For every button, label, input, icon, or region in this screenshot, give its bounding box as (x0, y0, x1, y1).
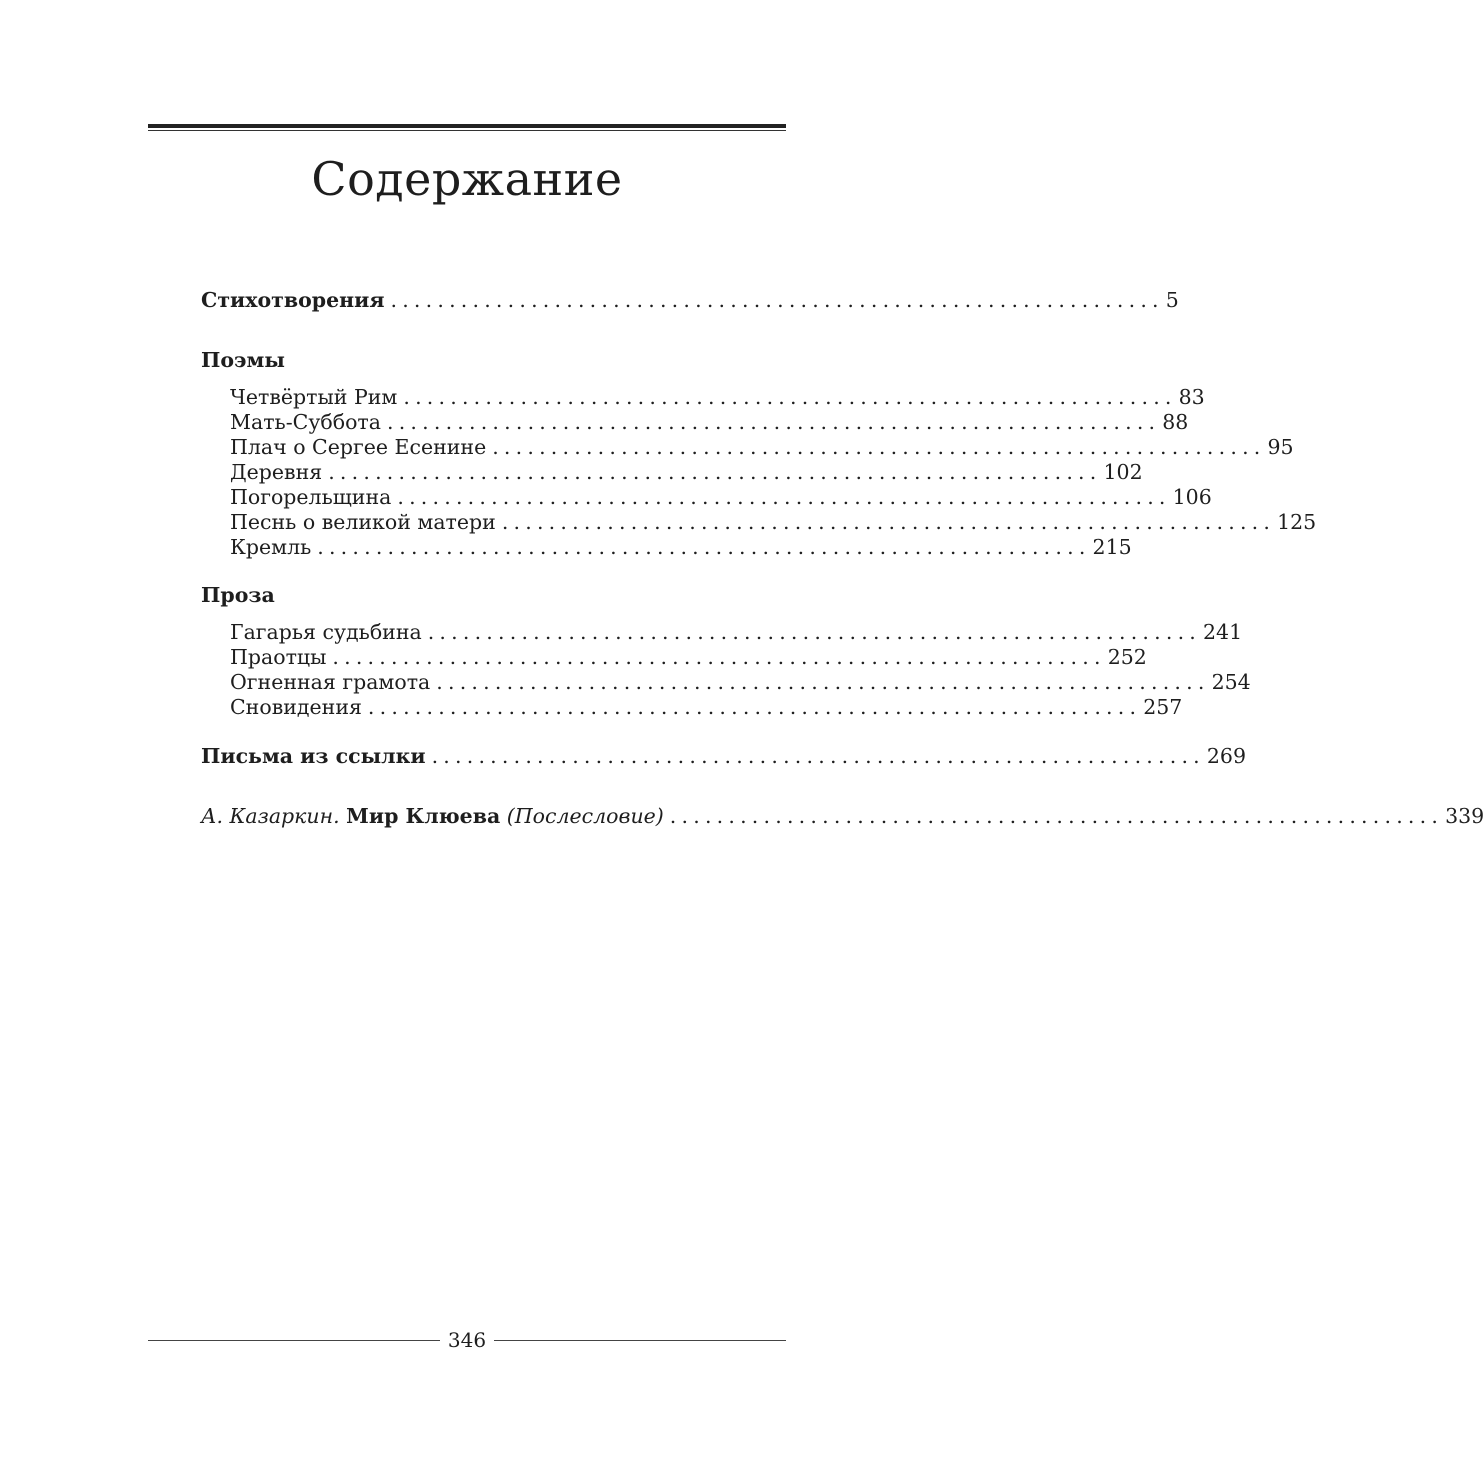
toc-entry-label: Мать-Суббота (230, 410, 381, 434)
toc-entry[interactable] (230, 409, 1189, 435)
dot-leader: .................................................................. (397, 485, 1171, 509)
toc-entry-page: 257 (1143, 695, 1183, 719)
dot-leader: .................................................................. (431, 744, 1205, 768)
header-rule-thin (148, 130, 786, 131)
toc-entry-poems[interactable] (201, 287, 1179, 313)
header-rule-thick (148, 124, 786, 128)
toc-entry-page: 215 (1092, 535, 1132, 559)
toc-entry-label: Плач о Сергее Есенине (230, 435, 487, 459)
dot-leader: .................................................................. (367, 695, 1142, 719)
dot-leader: .................................................................. (669, 804, 1444, 828)
dot-leader: .................................................................. (427, 620, 1201, 644)
afterword-note: (Послесловие) (506, 804, 664, 828)
toc-entry-page: 83 (1178, 385, 1205, 409)
toc-entry-afterword[interactable] (201, 803, 1484, 829)
dot-leader: .................................................................. (403, 385, 1177, 409)
toc-entry[interactable] (230, 459, 1143, 485)
toc-entry-label: Огненная грамота (230, 670, 431, 694)
toc-entry-page: 95 (1267, 435, 1294, 459)
dot-leader: .................................................................. (317, 535, 1091, 559)
toc-entry-page: 88 (1162, 410, 1189, 434)
dot-leader: .................................................................. (332, 645, 1106, 669)
section-heading-proza: Проза (201, 583, 275, 607)
toc-entry[interactable] (230, 434, 1294, 460)
dot-leader: .................................................................. (501, 510, 1276, 534)
toc-entry-label: Кремль (230, 535, 312, 559)
dot-leader: .................................................................. (436, 670, 1210, 694)
toc-entry-label: Письма из ссылки (201, 744, 426, 768)
toc-entry-page: 269 (1206, 744, 1247, 768)
toc-entry-label: Гагарья судьбина (230, 620, 422, 644)
footer-rule-right (494, 1340, 786, 1341)
toc-entry-page: 339 (1445, 804, 1484, 828)
toc-entry-page: 5 (1165, 288, 1179, 312)
toc-entry-page: 254 (1211, 670, 1251, 694)
section-heading-poemy: Поэмы (201, 348, 285, 372)
page-footer (148, 1327, 786, 1353)
toc-entry-page: 102 (1103, 460, 1143, 484)
dot-leader: .................................................................. (328, 460, 1102, 484)
toc-entry[interactable] (230, 644, 1147, 670)
toc-entry-page: 252 (1107, 645, 1147, 669)
toc-entry-page: 125 (1277, 510, 1317, 534)
toc-entry[interactable] (230, 509, 1317, 535)
toc-entry[interactable] (230, 534, 1132, 560)
toc-entry[interactable] (230, 619, 1243, 645)
toc-entry-label: Деревня (230, 460, 323, 484)
page-number: 346 (447, 1328, 487, 1352)
afterword-author: А. Казаркин. (201, 804, 340, 828)
dot-leader: .................................................................. (386, 410, 1161, 434)
toc-entry-label: Сновидения (230, 695, 362, 719)
toc-entry[interactable] (230, 384, 1205, 410)
toc-entry-label (201, 803, 664, 829)
toc-entry[interactable] (230, 669, 1251, 695)
footer-rule-left (148, 1340, 440, 1341)
toc-entry-label: Четвёртый Рим (230, 385, 398, 409)
toc-entry[interactable] (230, 484, 1212, 510)
toc-entry[interactable] (230, 694, 1183, 720)
toc-entry-label: Погорельщина (230, 485, 392, 509)
toc-entry-label: Стихотворения (201, 288, 385, 312)
dot-leader: .................................................................. (492, 435, 1266, 459)
toc-entry-letters[interactable] (201, 743, 1247, 769)
dot-leader: .................................................................. (390, 288, 1164, 312)
toc-entry-page: 106 (1172, 485, 1212, 509)
toc-entry-label: Песнь о великой матери (230, 510, 496, 534)
toc-entry-label: Праотцы (230, 645, 327, 669)
toc-entry-page: 241 (1203, 620, 1243, 644)
page-title: Содержание (311, 152, 623, 206)
afterword-title: Мир Клюева (346, 804, 501, 828)
